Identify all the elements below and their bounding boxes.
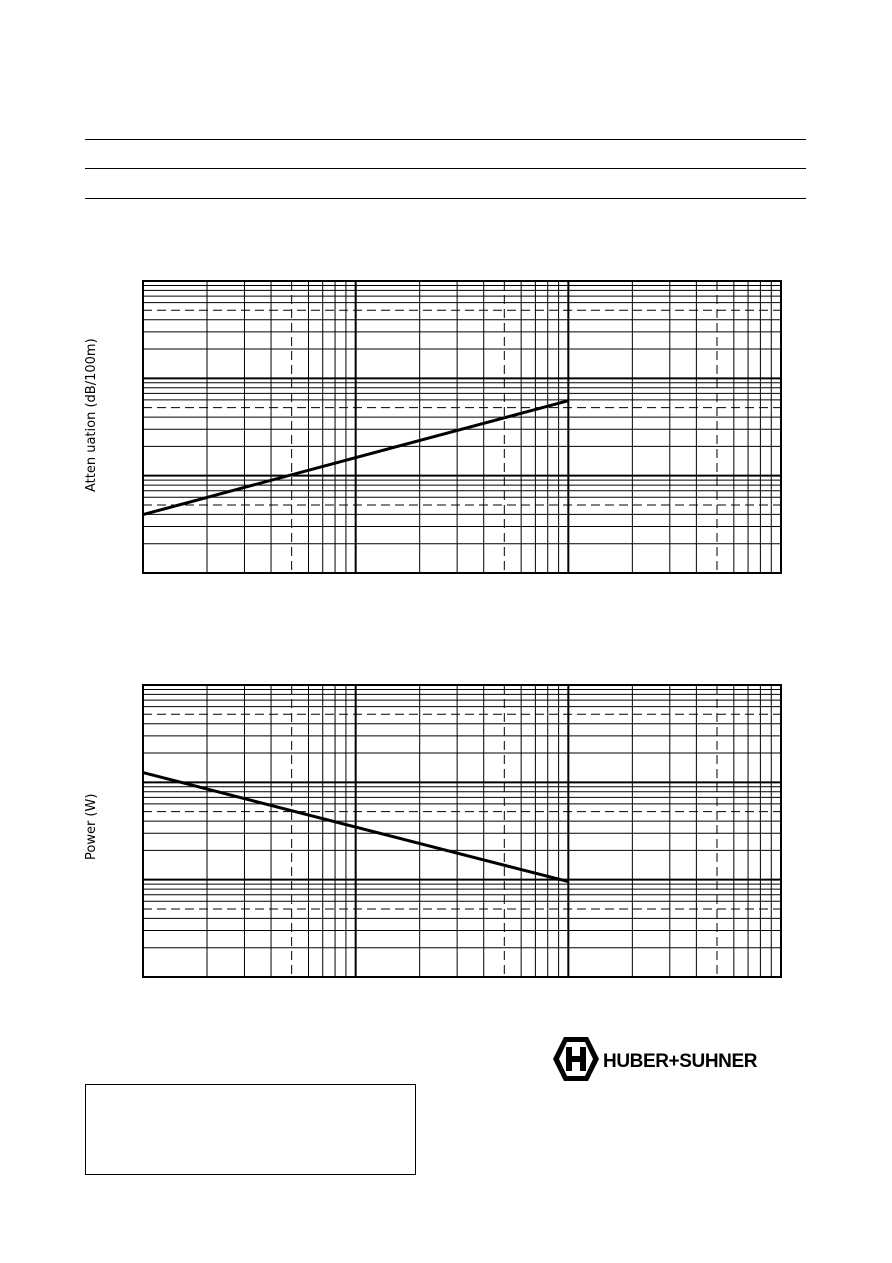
logo-text: HUBER+SUHNER — [603, 1051, 758, 1072]
power-y-axis-label: Power (W) — [84, 793, 99, 860]
attenuation-y-axis-label: Atten uation (dB/100m) — [84, 338, 99, 492]
attenuation-plot-frame — [143, 281, 781, 573]
info-box — [85, 1084, 416, 1175]
huber-suhner-logo — [553, 1036, 785, 1082]
power-plot-frame — [143, 685, 781, 977]
